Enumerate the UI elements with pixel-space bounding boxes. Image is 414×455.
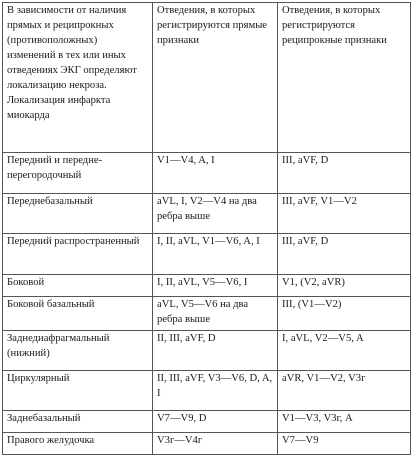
table-row bbox=[3, 411, 411, 433]
header-reciprocal-leads: Отведения, в которых регистрируются реципрокные признаки bbox=[278, 3, 411, 153]
mi-localization-table bbox=[2, 2, 411, 455]
cell-reciprocal: aVR, V1—V2, V3г bbox=[278, 371, 411, 411]
header-direct-leads: Отведения, в которых регистрируются прямые признаки bbox=[153, 3, 278, 153]
cell-direct: I, II, aVL, V5—V6, I bbox=[153, 275, 278, 297]
table-row bbox=[3, 371, 411, 411]
cell-location: Боковой базальный bbox=[3, 297, 153, 331]
cell-direct: II, III, aVF, V3—V6, D, A, I bbox=[153, 371, 278, 411]
cell-reciprocal: III, aVF, D bbox=[278, 153, 411, 194]
cell-direct: V3г—V4г bbox=[153, 433, 278, 455]
cell-reciprocal: V1, (V2, aVR) bbox=[278, 275, 411, 297]
cell-reciprocal: III, aVF, D bbox=[278, 234, 411, 275]
table-row bbox=[3, 234, 411, 275]
cell-direct: aVL, V5—V6 на два ребра выше bbox=[153, 297, 278, 331]
table-row bbox=[3, 153, 411, 194]
table-row bbox=[3, 194, 411, 234]
cell-reciprocal: V1—V3, V3г, A bbox=[278, 411, 411, 433]
cell-direct: II, III, aVF, D bbox=[153, 331, 278, 371]
table-row bbox=[3, 331, 411, 371]
cell-reciprocal: III, aVF, V1—V2 bbox=[278, 194, 411, 234]
cell-reciprocal: III, (V1—V2) bbox=[278, 297, 411, 331]
cell-location: Переднебазальный bbox=[3, 194, 153, 234]
cell-direct: I, II, aVL, V1—V6, A, I bbox=[153, 234, 278, 275]
cell-location: Заднебазальный bbox=[3, 411, 153, 433]
table-header-row bbox=[3, 3, 411, 153]
cell-reciprocal: V7—V9 bbox=[278, 433, 411, 455]
cell-direct: V1—V4, A, I bbox=[153, 153, 278, 194]
cell-location: Заднедиафрагмальный (нижний) bbox=[3, 331, 153, 371]
cell-direct: aVL, I, V2—V4 на два ребра выше bbox=[153, 194, 278, 234]
table-row bbox=[3, 275, 411, 297]
header-localization: В зависимости от наличия прямых и реципрокных (противоположных) изменений в тех или иных отведениях ЭКГ определяют локализацию некроза. Локализация инфаркта миокарда bbox=[3, 3, 153, 153]
cell-location: Передний распространенный bbox=[3, 234, 153, 275]
table-row bbox=[3, 433, 411, 455]
cell-reciprocal: I, aVL, V2—V5, A bbox=[278, 331, 411, 371]
cell-location: Боковой bbox=[3, 275, 153, 297]
cell-location: Правого желудочка bbox=[3, 433, 153, 455]
cell-direct: V7—V9, D bbox=[153, 411, 278, 433]
table-row bbox=[3, 297, 411, 331]
cell-location: Циркулярный bbox=[3, 371, 153, 411]
cell-location: Передний и передне-перегородочный bbox=[3, 153, 153, 194]
